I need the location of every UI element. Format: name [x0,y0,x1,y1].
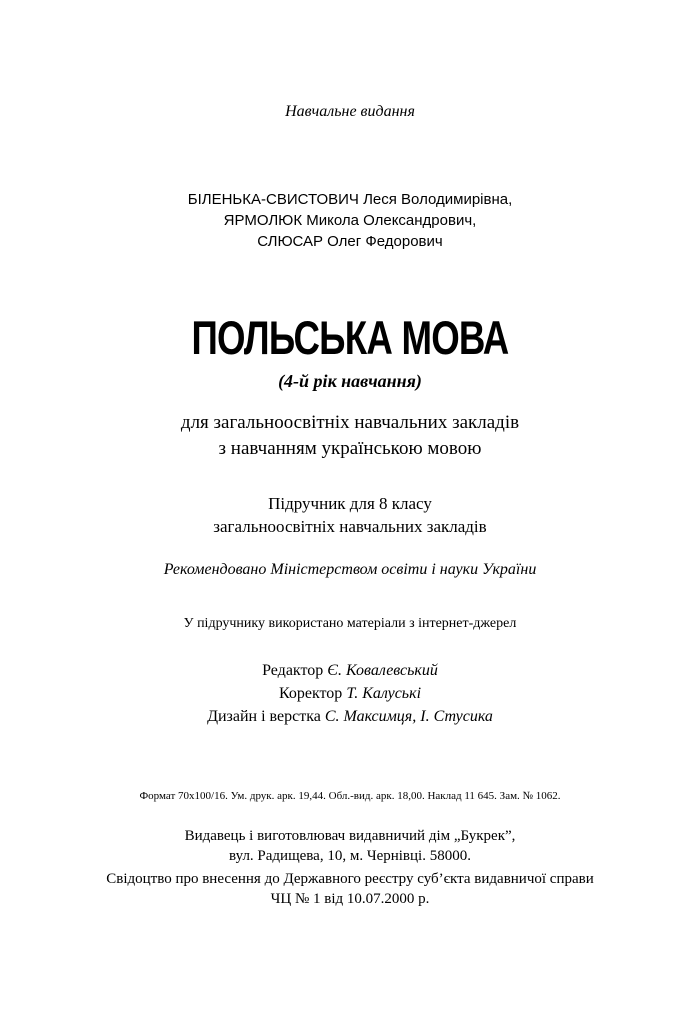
author-1: БІЛЕНЬКА-СВИСТОВИЧ Леся Володимирівна, [187,191,513,208]
design-label: Дизайн і верстка [207,708,321,725]
audience-line-1: для загальноосвітніх навчальних закладів [180,412,520,433]
author-2: ЯРМОЛЮК Микола Олександрович, [223,212,477,229]
format-info: Формат 70х100/16. Ум. друк. арк. 19,44. Обл.-вид. арк. 18,00. Наклад 11 645. Зам. № 1062. [139,790,561,802]
design-credit [0,709,700,725]
recommendation: Рекомендовано Міністерством освіти і науки України [163,561,537,578]
editor-label: Редактор [262,662,324,679]
textbook-line-2: загальноосвітніх навчальних закладів [213,517,487,536]
publication-type: Навчальне видання [285,103,415,120]
design-name: С. Максимця, І. Стусика [324,708,493,725]
editor-name: Є. Ковалевський [327,662,438,679]
proofreader-credit [0,686,700,702]
book-title: ПОЛЬСЬКА МОВА [191,311,509,364]
author-3: СЛЮСАР Олег Федорович [257,233,443,250]
sources-note: У підручнику використано матеріали з інтернет-джерел [183,616,517,631]
publisher-line-1: Видавець і виготовлювач видавничий дім „Букрек”, [184,828,516,844]
textbook-line-1: Підручник для 8 класу [268,494,432,513]
editor-credit [0,663,700,679]
proofreader-name: Т. Калуські [346,685,422,702]
proofreader-label: Коректор [278,685,343,702]
publisher-line-2: вул. Радищева, 10, м. Чернівці. 58000. [229,848,471,864]
certificate-line-1: Свідоцтво про внесення до Державного реєстру суб’єкта видавничої справи [106,871,594,887]
year-of-study: (4-й рік навчання) [278,371,422,391]
audience-line-2: з навчанням українською мовою [218,438,482,459]
certificate-line-2: ЧЦ № 1 від 10.07.2000 р. [270,891,430,907]
